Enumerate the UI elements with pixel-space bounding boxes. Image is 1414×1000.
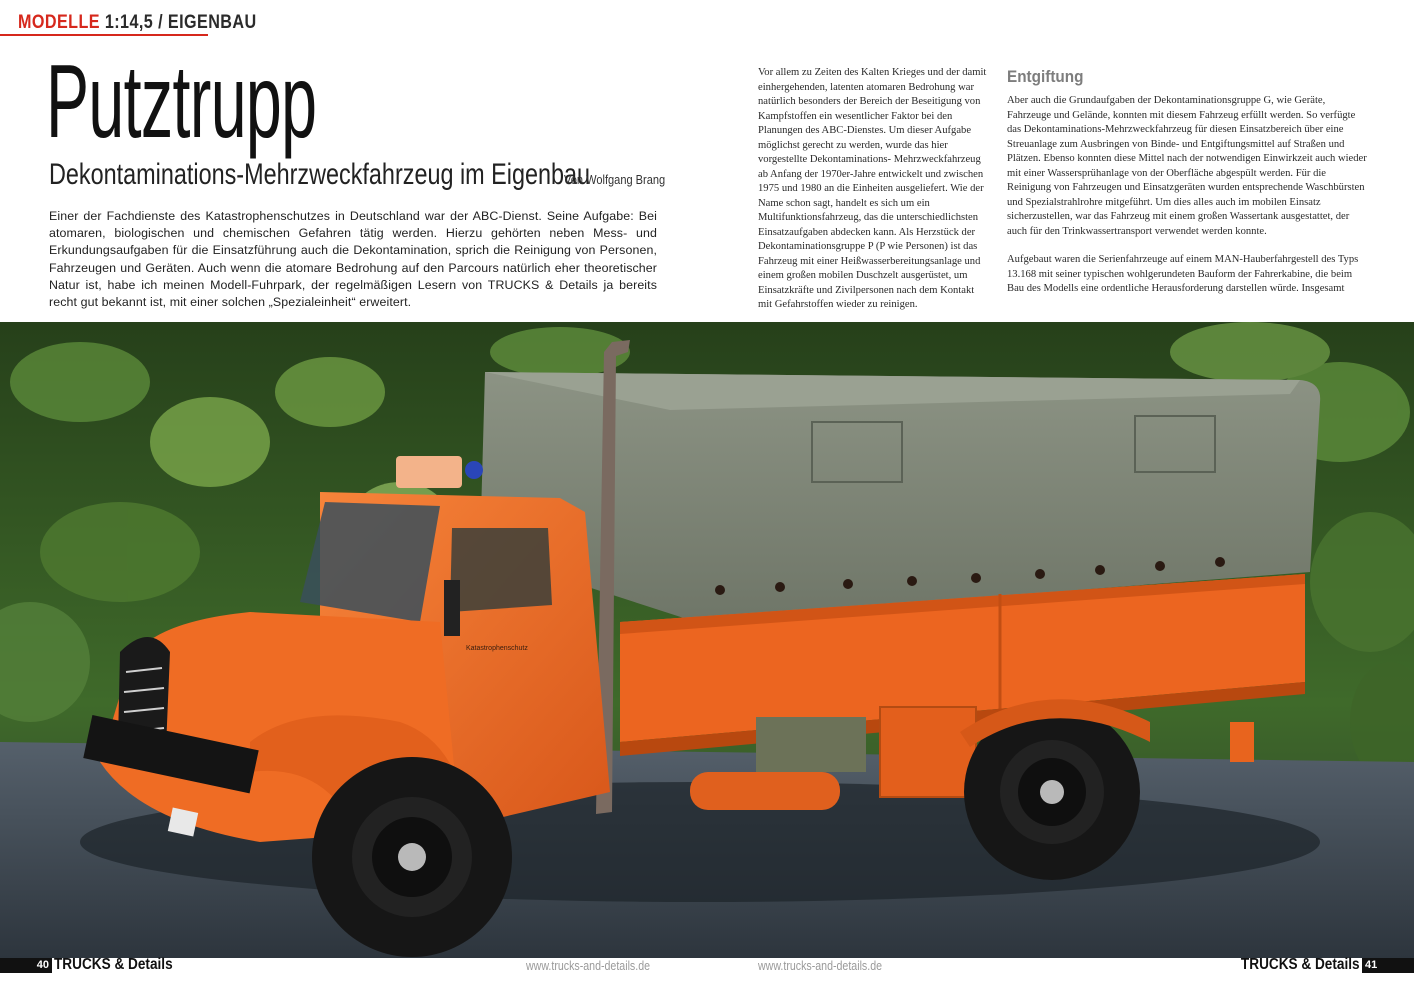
truck-illustration — [0, 322, 1414, 958]
column-2-heading: Entgiftung — [1007, 67, 1084, 86]
roof-sign — [396, 456, 462, 488]
rear-light — [1230, 722, 1254, 762]
website-left[interactable]: www.trucks-and-details.de — [526, 959, 651, 973]
column-1-paragraph: Vor allem zu Zeiten des Kalten Krieges und der damit einhergehenden, latenten atomaren Bedrohung war natürlich besonders der Bereich der Beseitigung von Kampfstoffen ein wesentlicher Faktor bei den Planungen des ABC-Dienstes. Um dieser Aufgabe möglichst gerecht zu werden, wurde das hier vorgestellte Dekontaminations- Mehrzweckfahrzeug ab Anfang der 1970er-Jahre entwickelt und zwischen 1975 und 1980 an die Einheiten ausgeliefert. Wie der Name schon sagt, handelt es sich um ein Multifunktionsfahrzeug, das die unterschiedlichsten Einsatzaufgaben abdecken kann. Als Herzstück der Dekontaminationsgruppe P (P wie Personen) ist das Fahrzeug mit einer Heißwasserbereitungsanlage und einem großen mobilen Duschzelt ausgerüstet, um Einsatzkräfte und Zivilpersonen nach dem Kontakt mit Gefahrstoffen wieder zu reinigen. — [758, 67, 987, 310]
article-subtitle: Dekontaminations-Mehrzweckfahrzeug im Eigenbau — [49, 158, 591, 191]
column-2-paragraph-1: Aber auch die Grundaufgaben der Dekontaminationsgruppe G, wie Geräte, Fahrzeuge und Gelände, konnten mit diesem Fahrzeug erfüllt werden. So verfügte das Dekontaminations-Mehrzweckfahrzeug für diesen Einsatzbereich über eine Streuanlage zum Ausbringen von Binde- und Entgiftungsmittel auf Straßen und Plätzen. Ebenso konnten diese Mittel nach der notwendigen Einwirkzeit auch wieder mit einer Wassersprühanlage von der Oberfläche abgespült werden. Für die Reinigung von Fahrzeugen und Einsatzgeräten wurden entsprechende Waschbürsten und Spezialstrahlrohre mitgeführt. Um dies alles auch im mobilen Einsatz sicherzustellen, war das Fahrzeug mit einem großen Wassertank ausgestattet, der auch für den Trinkwassertransport verwendet werden konnte. — [1007, 95, 1367, 237]
door-text: Katastrophenschutz — [466, 645, 528, 652]
article-title: Putztrupp — [46, 44, 317, 160]
windshield — [300, 502, 440, 622]
section-rest: 1:14,5 / EIGENBAU — [104, 12, 257, 33]
front-wheel — [312, 757, 512, 957]
text-column-1 — [758, 66, 990, 327]
section-rule — [0, 34, 208, 36]
side-box — [880, 707, 976, 797]
magazine-name-right: TRUCKS & Details — [1241, 956, 1360, 973]
text-column-2 — [1007, 66, 1367, 311]
column-2-paragraph-2: Aufgebaut waren die Serienfahrzeuge auf einem MAN-Hauberfahrgestell des Typs 13.168 mit seiner typischen wohlgerundeten Bauform der Fahrerkabine, die beim Bau des Modells eine ordentliche Herausforderung darstellen würde. Insgesamt — [1007, 254, 1359, 294]
page-number-left-box — [0, 958, 52, 973]
magazine-name-left: TRUCKS & Details — [54, 956, 173, 973]
water-tank — [690, 772, 840, 810]
website-right[interactable]: www.trucks-and-details.de — [758, 959, 883, 973]
byline: Von Wolfgang Brang — [564, 172, 666, 187]
section-label — [18, 12, 257, 34]
beacon-light — [465, 461, 483, 479]
equipment-rack — [756, 717, 866, 772]
page-number-left: 40 — [36, 959, 49, 971]
section-accent: MODELLE — [18, 12, 100, 33]
side-window — [450, 528, 552, 612]
mirror — [444, 580, 460, 636]
intro-paragraph: Einer der Fachdienste des Katastrophenschutzes in Deutschland war der ABC-Dienst. Seine Aufgabe: Bei atomaren, biologischen und chemischen Gefahren tätig werden. Hierzu gehörten neben Mess- und Erkundungsaufgaben für die Einsatzführung auch die Dekontamination, sprich die Reinigung von Personen, Fahrzeugen und Geräten. Auch wenn die atomare Bedrohung auf den Parcours natürlich eher theoretischer Natur ist, habe ich meinen Modell-Fuhrpark, der regelmäßigen Lesern von TRUCKS & Details ja bereits recht gut bekannt ist, mit einer solchen „Spezialeinheit“ erweitert. — [49, 209, 657, 310]
truck-photo — [0, 322, 1414, 958]
page-number-right: 41 — [1365, 959, 1378, 971]
page-number-right-box — [1362, 958, 1414, 973]
